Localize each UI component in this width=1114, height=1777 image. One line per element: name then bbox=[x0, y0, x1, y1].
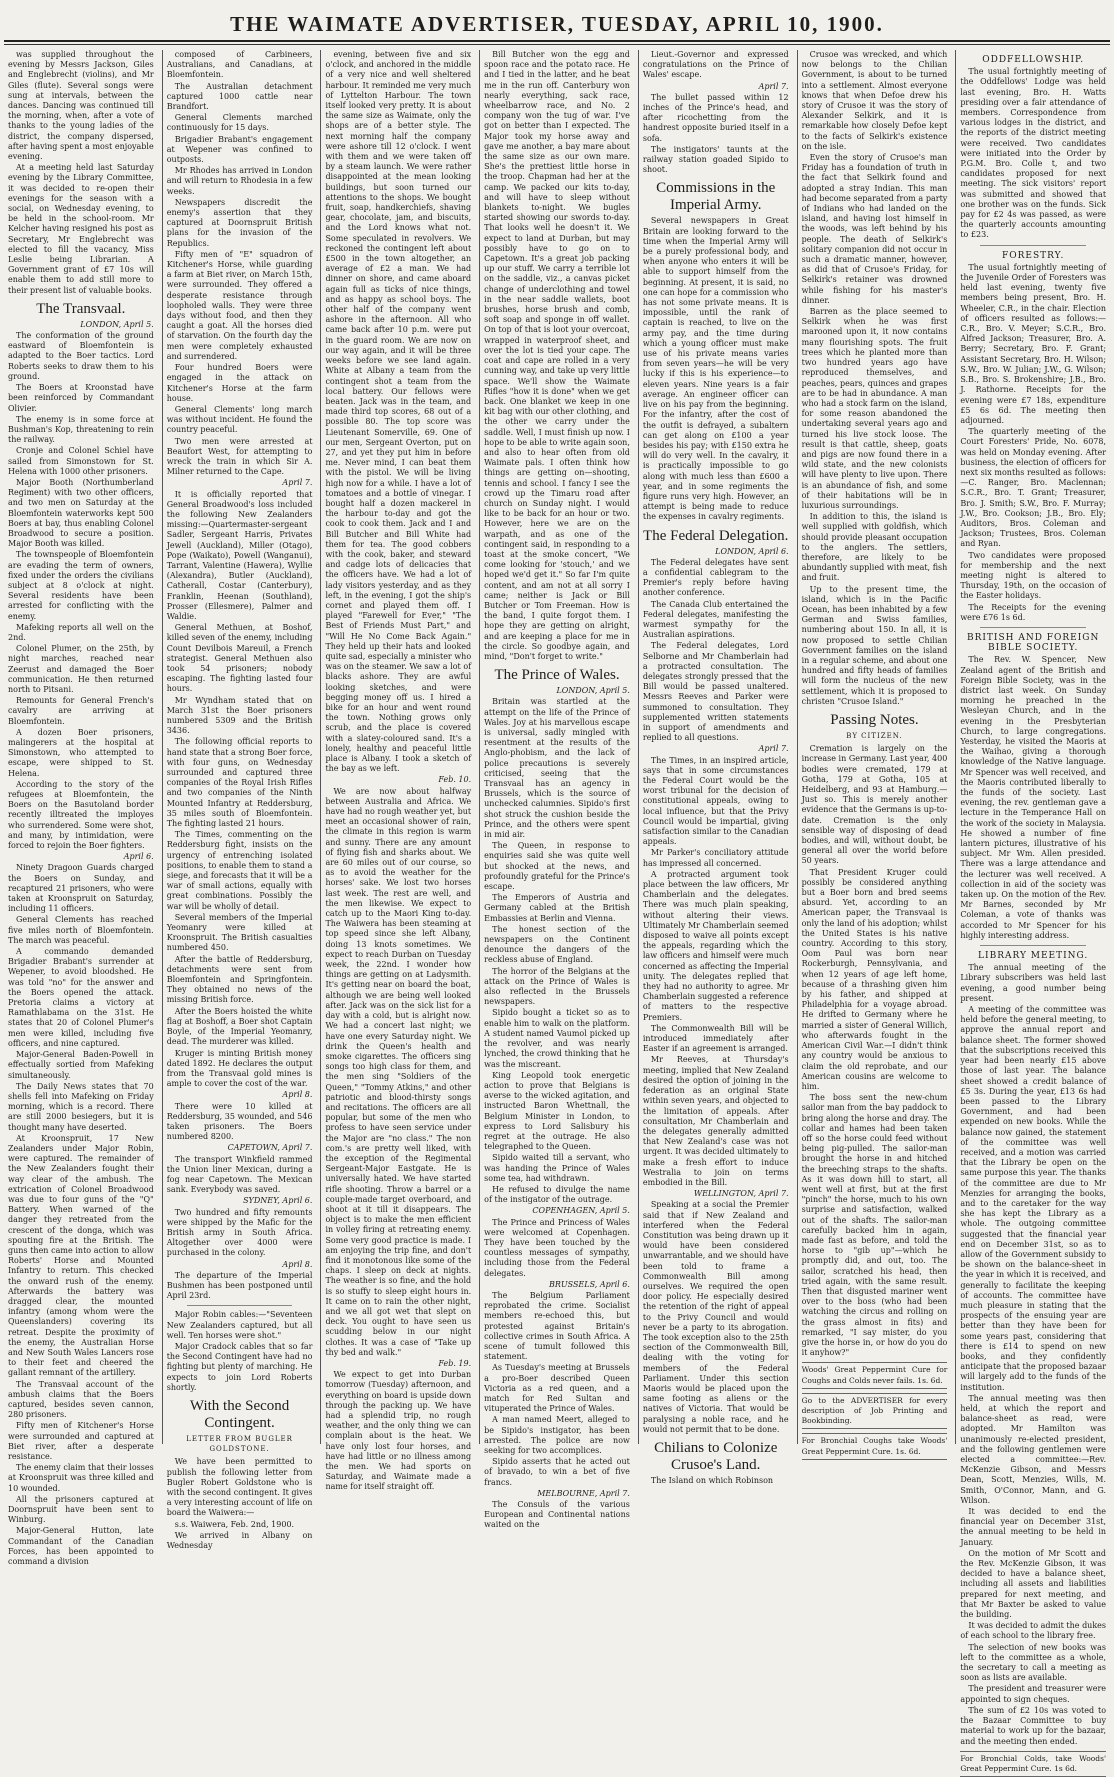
paragraph: Mafeking reports all well on the 2nd. bbox=[8, 622, 154, 642]
paragraph: The quarterly meeting of the Court Foresters' Pride, No. 6078, was held on Monday evening. After business, the election of officers for next six months resulted as follows:—C. Ranger, Bro. Maclennan; S.C.R., Bro. T. Grant; Treasurer, Bro. J. Smith; S.W., Bro. F. Murray; J.W., Bro. Cookson; J.B., Bro. Ely; Auditors, Bros. Coleman and Jackson; Trustees, Bros. Coleman and Ryan. bbox=[960, 427, 1107, 549]
paragraph: The Emperors of Austria and Germany cabled at the British Embassies at Berlin and Vienna. bbox=[484, 893, 630, 923]
paragraph: Mr Wyndham stated that on March 31st the Boer prisoners numbered 5309 and the British 3436. bbox=[166, 695, 313, 736]
advertisement: Woods' Great Peppermint Cure for Coughs and Colds never fails. 1s. 6d. bbox=[802, 1362, 948, 1388]
paragraph: The Transvaal account of the ambush claims that the Boers captured, besides seven cannon, 280 prisoners. bbox=[8, 1379, 154, 1420]
paragraph: The selection of new books was left to the committee as a whole, the secretary to call a meeting as soon as lists are available. bbox=[960, 1642, 1107, 1683]
paragraph: Cronje and Colonel Schiel have sailed from Simonstown for St. Helena with 1000 other prisoners. bbox=[8, 446, 154, 476]
paragraph: The Queen, in response to enquiries said she was quite well but shocked at the news, and profoundly grateful for the Prince's escape. bbox=[484, 841, 630, 892]
paragraph: The enemy claim that their losses at Kroonspruit was three killed and 10 wounded. bbox=[8, 1463, 154, 1493]
paragraph: The departure of the Imperial Bushmen has been postponed until April 23rd. bbox=[166, 1270, 313, 1301]
article-headline: The Prince of Wales. bbox=[494, 667, 620, 684]
advertisement: Go to the ADVERTISER for every description of Job Printing and Bookbinding. bbox=[802, 1393, 948, 1430]
paragraph: General Clements' long march was without incident. He found the country peaceful. bbox=[166, 404, 313, 435]
masthead bbox=[0, 0, 1114, 44]
paragraph: The annual meeting of the Library subscribers was held last evening, a good number being present. bbox=[960, 963, 1107, 1003]
paragraph: Mr Reeves, at Thursday's meeting, implied that New Zealand desired the option of joining in the federation as an original State within seven years, and objected to the limitation of appeals. After consultation, Mr Chamberlain and the delegates generally admitted that New Zealand's case was not urgent. It was decided ultimately to make a fresh effort to induce Westralia to join on terms embodied in the Bill. bbox=[642, 1055, 789, 1187]
paragraph: The Island on which Robinson bbox=[650, 1476, 774, 1485]
column-4 bbox=[479, 50, 634, 1530]
paragraph: Mr Rhodes has arrived in London and will return to Rhodesia in a few weeks. bbox=[166, 166, 313, 196]
section-heading: BRITISH AND FOREIGN BIBLE SOCIETY. bbox=[966, 632, 1100, 654]
paragraph: In addition to this, the island is well supplied with goldfish, which should provide pleasant occupation to the anglers. The settlers, therefore, are likely to be abundantly supplied with meat, fish and fruit. bbox=[801, 512, 948, 583]
byline: BY CITIZEN. bbox=[846, 732, 903, 740]
dateline: April 8. bbox=[282, 1259, 313, 1269]
paragraph: It was decided to end the financial year on December 31st, the annual meeting to be held in January. bbox=[960, 1507, 1107, 1547]
paragraph: Speaking at a social the Premier said that if New Zealand and interfered when the Federal Constitution was being drawn up it would have been considered unwarrantable, and we should have been told to frame a Commonwealth Bill among ourselves. We required the open door policy. He especially desired the retention of the right of appeal to the Privy Council and would never be a party to its abrogation. The took exception also to the 25th section of the Commonwealth Bill, dealing with the voting for members of the Federal Parliament. Under this section Maoris would be placed upon the same footing as aliens or the natives of Victoria. That would be paralysing a noble race, and he would not permit that to be done. bbox=[642, 1200, 789, 1434]
paragraph: Several members of the Imperial Yeomanry were killed at Kroonspruit. The British casualties numbered 450. bbox=[166, 912, 313, 953]
column-2 bbox=[162, 50, 317, 1551]
paragraph: Even the story of Crusoe's man Friday has a foundation of truth in the fact that Selkirk found and adopted a stray Indian. This man had become separated from a party of Indians who had landed on the island, and having lost himself in the woods, was left behind by his people. The death of Selkirk's solitary companion did not occur in such a dramatic manner, however, as did that of Crusoe's Friday, for Selkirk's retainer was drowned while fishing for his master's dinner. bbox=[801, 153, 948, 305]
paragraph: The transport Winkfield rammed the Union liner Mexican, during a fog near Capetown. The Mexican sank. Everybody was saved. bbox=[166, 1154, 313, 1195]
paragraph: We arrived in Albany on Wednesday bbox=[166, 1530, 313, 1551]
separator-rule bbox=[980, 945, 1086, 946]
paragraph: Major Booth (Northumberland Regiment) with two other officers, and two men on Saturday at the Bloemfontein waterworks kept 500 Boers at bay, thus enabling Colonel Broadwood to secure a position. Major Booth was killed. bbox=[8, 477, 154, 549]
paragraph: Fifty men of "E" squadron of Kitchener's Horse, while guarding a farm at Biet river, on March 15th, were surrounded. They offered a desperate resistance through loopholed walls. They were three days without food, and then they caught a goat. All the horses died of starvation. On the fourth day the men were completely exhausted and surrendered. bbox=[166, 249, 313, 361]
paragraph: The Daily News states that 70 shells fell into Mafeking on Friday morning, which is a record. There are still 2000 besiegers, but it is thought many have deserted. bbox=[8, 1081, 154, 1132]
paragraph: It was decided to admit the dukes of each school to the library free. bbox=[960, 1621, 1107, 1641]
dateline: April 8. bbox=[282, 1090, 313, 1100]
paragraph: The townspeople of Bloemfontein are evading the term of owners, fixed under the orders the civilians subject at 8 o'clock at night. Several residents have been arrested for conflicting with the enemy. bbox=[8, 550, 154, 621]
paragraph: Ninety Dragoon Guards charged the Boers on Sunday, and recaptured 21 prisoners, who were taken at Kroonspruit on Saturday, including 11 officers. bbox=[8, 863, 154, 914]
paragraph: The Boers at Kroonstad have been reinforced by Commandant Olivier. bbox=[8, 383, 154, 413]
paragraph: The annual meeting was then held, at which the report and balance-sheet as read, were adopted. Mr Hamilton was unanimously re-elected president, and the following gentlemen were elected a committee:—Rev. McKenzie Gibson, and Messrs Dean, Scott, Menzies, Wills, M. Smith, O'Connor, Mann, and G. Wilson. bbox=[960, 1393, 1107, 1505]
paragraph: After the battle of Reddersburg, detachments were sent from Bloemfontein and Springfontein. They obtained no news of the missing British force. bbox=[166, 954, 313, 1005]
paragraph: According to the story of the refugees at Bloemfontein, the Boers on the Basutoland border recently illtreated the imployes who surrendered. Some were shot, and many, by intimidation, were forced to rejoin the Boer fighters. bbox=[8, 779, 154, 851]
paragraph: The president and treasurer were appointed to sign cheques. bbox=[960, 1684, 1107, 1704]
paragraph: The enemy is in some force at Bushman's Kop, threatening to rein the railway. bbox=[8, 414, 154, 445]
paragraph: It is officially reported that General Broadwood's loss included the following New Zealanders missing:—Quartermaster-sergeant Sadler, Sergeant Harris, Privates Jewell (Auckland), Miller (Otago), Pope (Waikato), Powell (Wanganui), Tarrant, Valentine (Hawera), Wyllie (Alexandra), Butler (Auckland), Catherall, Costar (Canterbury), Franklin, Heenan (Southland), Prosser (Ellesmere), Palmer and Waldie. bbox=[166, 489, 313, 621]
paragraph: Major Robin cables:—"Seventeen New Zealanders captured, but all well. Ten horses were shot." bbox=[166, 1310, 313, 1340]
dateline: MELBOURNE, April 7. bbox=[537, 1488, 630, 1498]
paragraph: The horror of the Belgians at the attack on the Prince of Wales is also reflected in the Brussels newspapers. bbox=[484, 966, 630, 1007]
paragraph: All the prisoners captured at Doornspruit have been sent to Winburg. bbox=[8, 1494, 154, 1525]
paragraph: s.s. Waiwera, Feb. 2nd, 1900. bbox=[174, 1519, 295, 1529]
paragraph: Major-General Hutton, late Commandant of the Canadian Forces, has been appointed to command a division bbox=[8, 1526, 154, 1567]
paragraph: Two hundred and fifty remounts were shipped by the Mafic for the British army in South Africa. Altogether over 4000 were purchased in the colony. bbox=[166, 1207, 313, 1258]
section-heading: ODDFELLOWSHIP. bbox=[982, 55, 1085, 65]
paragraph: Kruger is minting British money dated 1892. He declares the output from the Transvaal gold mines is ample to cover the cost of the war. bbox=[166, 1048, 313, 1089]
paragraph: Major Cradock cables that so far the Second Contingent have had no fighting but plenty of marching. He expects to join Lord Roberts shortly. bbox=[166, 1341, 313, 1392]
paragraph: Britain was startled at the attempt on the life of the Prince of Wales. Joy at his marvellous escape is universal, sadly mingled with resentment at the results of the Anglo-phobism, and the lack of police precautions is severely criticised, seeing that the Transvaal has an agency in Brussels, which is the source of unchecked calumnies. Sipido's first shot struck the cushion beside the Prince, and the others were spent in mid air. bbox=[484, 697, 630, 840]
dateline: CAPETOWN, April 7. bbox=[227, 1143, 313, 1153]
paragraph: Fifty men of Kitchener's Horse were surrounded and captured at Biet river, after a desperate resistance. bbox=[8, 1421, 154, 1462]
column-7 bbox=[955, 50, 1110, 1773]
newspaper-title: THE WAIMATE ADVERTISER, TUESDAY, APRIL 10, 1900. bbox=[230, 12, 884, 36]
paragraph: General Clements has reached five miles north of Bloemfontein. The march was peaceful. bbox=[8, 915, 154, 945]
paragraph: There were 10 killed at Reddersburg, 35 wounded, and 546 taken prisoners. The Boers numbered 8200. bbox=[166, 1101, 313, 1142]
paragraph: Sipido waited till a servant, who was handing the Prince of Wales some tea, had withdrawn. bbox=[484, 1153, 630, 1183]
column-6 bbox=[797, 50, 952, 1456]
dateline: LONDON, April 6. bbox=[715, 546, 789, 556]
paragraph: A commando demanded Brigadier Brabant's surrender at Wepener, to avoid bloodshed. He was told "no" for the answer and the Boers opened the attack. Pretoria claims a victory at Ramathlabama on the 31st. He states that 20 of Colonel Plumer's men were killed, including five officers, and nine captured. bbox=[8, 947, 154, 1048]
paragraph: Colonel Plumer, on the 25th, by night marches, reached near Zeerust and damaged the Boer communication. He then returned north to Pitsani. bbox=[8, 644, 154, 694]
paragraph: Brigadier Brabant's engagement at Wepener was confined to outposts. bbox=[166, 134, 313, 165]
advertisement: For Bronchial Coughs take Woods' Great Peppermint Cure. 1s. 6d. bbox=[802, 1433, 948, 1459]
paragraph: The Canada Club entertained the Federal delegates, manifesting the warmest sympathy for the Australian aspirations. bbox=[642, 599, 789, 640]
paragraph: The Commonwealth Bill will be introduced immediately after Easter if an agreement is arranged. bbox=[642, 1023, 789, 1054]
dateline: COPENHAGEN, April 5. bbox=[532, 1206, 630, 1216]
section-heading: LIBRARY MEETING. bbox=[978, 951, 1089, 962]
paragraph: We are now about halfway between Australia and Africa. We have had no rough weather yet, but meet an occasional shower of rain, the climate in this region is warm and sunny. There are any amount of flying fish and sharks about. We are 60 miles out of our course, so as to avoid the weather for the horses' sake. We lost two horses last week. The rest are well, and the men likewise. We expect to catch up to the Maori King to-day. The Waiwera has been steaming at top speed since she left Albany, doing 13 knots sometimes. We expect to reach Durban on Tuesday week, the 22nd. I wonder how things are getting on at Ladysmith. It's getting near on board the boat, although we are being well looked after. Jack was on the sick list for a day with a cold, but is alright now. We had a concert last night; we have one every Saturday night. We drink the Queen's health and smoke cigarettes. The officers sing songs too high class for them, and the men sing "Soldiers of the Queen," "Tommy Atkins," and other patriotic and blood-thirsty songs and recitations. The officers are all popular, but some of the men who profess to have seen service under the Major are "no class." The non com.'s are pretty well liked, with the exception of the Regimental Sergeant-Major Eastgate. He is universally hated. We have started rifle shooting. Throw a barrel or a couple-made target overboard, and shoot at it till it disappears. The object is to make the men efficient in volley firing at retreating enemy. Some very good practice is made. I am enjoying the trip fine, and don't find it monotonous like some of the chaps. I sleep on deck at nights. The weather is so fine, and the hold is so stuffy to sleep eight hours in. It came on to rain the other night, and we all got wet that slept on deck. You ought to have seen us scudding below in our night clothes. It was a case of "Take up thy bed and walk." bbox=[325, 786, 472, 1357]
paragraph: As Tuesday's meeting at Brussels a pro-Boer described Queen Victoria as a red queen, and a match for Red Sultan and vituperated the Prince of Wales. bbox=[484, 1363, 630, 1414]
masthead-rule-thin bbox=[4, 44, 1110, 45]
paragraph: Barren as the place seemed to Selkirk when he was first marooned upon it, it now contains many flourishing spots. The fruit trees which he planted more than two hundred years ago have reproduced themselves, and peaches, pears, quinces and grapes are to be had in abundance. A man who had a stock farm on the island, for some reason abandoned the undertaking several years ago and turned his live stock loose. The result is that cattle, sheep, goats and pigs are now found there in a wild state, and the new colonists will have plenty to live upon. There is an abundance of fish, and some of their habitations will be in luxurious surroundings. bbox=[801, 307, 948, 510]
paragraph: The Consuls of the various European and Continental nations waited on the bbox=[484, 1500, 630, 1530]
separator-rule bbox=[187, 1305, 293, 1306]
separator-rule bbox=[980, 627, 1086, 628]
paragraph: Four hundred Boers were engaged in the attack on Kitchener's Horse at the farm house. bbox=[166, 363, 313, 403]
paragraph: A protracted argument took place between the law officers, Mr Chamberlain and the delegates. There was much plain speaking, without altering their views. Ultimately Mr Chamberlain seemed disposed to waive all points except the appeals, regarding which the law officers and himself were much concerned as affecting the Imperial unity. The delegates replied that they had no authority to agree. Mr Chamberlain suggested a reference of matters to the respective Premiers. bbox=[642, 869, 789, 1022]
paragraph: The Prince and Princess of Wales were welcomed at Copenhagen. They have been touched by the countless messages of sympathy, including those from the Federal delegates. bbox=[484, 1217, 630, 1278]
dateline: LONDON, April 5. bbox=[556, 686, 630, 696]
paragraph: The conformation of the ground eastward of Bloemfontein is adapted to the Boer tactics. Lord Roberts seeks to draw them to his ground. bbox=[8, 331, 154, 381]
paragraph: The Federal delegates have sent a confidential cablegram to the Premier's reply before having another conference. bbox=[642, 557, 789, 598]
dateline: April 7. bbox=[758, 81, 789, 91]
dateline: LONDON, April 5. bbox=[80, 319, 154, 329]
article-headline: The Federal Delegation. bbox=[643, 527, 789, 544]
paragraph: General Methuen, at Boshof, killed seven of the enemy, including Count Devilbois Mareuil, a French strategist. General Methuen also took 54 prisoners; nobody escaping. The fighting lasted four hours. bbox=[166, 623, 313, 694]
paragraph: A dozen Boer prisoners, malingerers at the hospital at Simonstown, who attempted to escape, were shipped to St. Helena. bbox=[8, 727, 154, 778]
dateline: Feb. 19. bbox=[438, 1359, 472, 1368]
paragraph: Bill Butcher won the egg and spoon race and the potato race. He and I tied in the latter, and he beat me in the run off. Canterbury won nearly everything, sack race, wheelbarrow race, and No. 2 company won the tug of war. I've got on better than I expected. The Major took my horse away and gave me another, a bay mare about the same size as our own mare. She's the prettiest little horse in the troop. Chapman had her at the camp. We packed our kits to-day, and will have to sleep without blankets to-night. We bugles started showing our swords to-day. That looks well he doesn't it. We expect to land at Durban, but may possibly have to go on to Capetown. It's a great job packing up our stuff. We carry a terrible lot on the saddle, viz., a canvas picket change of underclothing and towel in the near saddle wallets, boot brushes, horse brush and comb, soft soap and sponge in off wallet. On top of that is loot your overcoat, wrapped in waterproof sheet, and over the lot is tied your cape. The coat and cape are rolled in a very cunning way, and take up very little space. We'll show the Waimate Rifles "how it is done" when we get back. One blanket we keep in one kit bag with our other clothing, and the other we carry under the saddle. Well, I must finish up now. I hope to be able to write again soon, and also to hear often from old Waimate pals. I often think how things are getting on—shooting, tennis and school. I fancy I see the crowd up the Timaru road after church on Sunday night. I would like to be back for an hour or two. However, here we are on the warpath, and as one of the contingent said, in responding to a toast at the smoke concert, "We come looking for 'stouch,' and we hoped we'd get it." So far I'm quite content, and am not at all sorry I came; neither is Jack or Bill Butcher or Tom Freeman. How is the band, I quite forgot them. I hope they are getting on alright, and are keeping a place for me in the circle. So goodbye again, and mind, "Don't forget to write." bbox=[484, 50, 630, 661]
paragraph: Crusoe was wrecked, and which now belongs to the Chilian Government, is about to be turned into a settlement. Almost everyone knows that when Defoe drew his story of Crusoe it was the story of Alexander Selkirk, and it is remarkable how closely Defoe kept to the facts of Selkirk's existence on the isle. bbox=[801, 50, 948, 151]
column-1 bbox=[4, 50, 158, 1567]
article-headline: Chilians to Colonize Crusoe's Land. bbox=[654, 1440, 778, 1473]
paragraph: Several newspapers in Great Britain are looking forward to the time when the Imperial Army will be a purely professional body, and when anyone who enters it will be able to support himself from the beginning. At present, it is said, no one can hope for a commission who has not some private means. It is impossible, until the rank of captain is reached, to live on the army pay, and the time during which a young officer must make use of his private means varies from seven years—he will be very lucky if this is his experience—to eleven years. Nine years is a fair average. An engineer officer can live on his pay from the beginning. For the infantry, after the cost of the outfit is defrayed, a subaltern can get along on £100 a year besides his pay; with £150 extra he will do very well. In the cavalry, it is practically impossible to go along with much less than £600 a year, and in some regiments the figure runs very high. However, an attempt is being made to reduce the expenses in cavalry regiments. bbox=[642, 216, 789, 522]
section-heading: FORESTRY. bbox=[1002, 250, 1065, 261]
paragraph: That President Kruger could possibly be considered anything but a Boer born and bred seems absurd. Yet, according to an American paper, the Transvaal is only the land of his adoption; whilst the United States is his native country. According to this story, Oom Paul was born near Rockerburgh, Pennsylvania, and when 12 years of age left home, because of a thrashing given him by his father, and shipped at Philadelphia for a voyage abroad. He drifted to Germany where he married a sister of General Willich, who afterwards fought in the American Civil War.—I didn't think any country would be anxious to claim the old reprobate, and our American cousins are welcome to him. bbox=[801, 867, 948, 1091]
paragraph: We have been permitted to publish the following letter from Bugler Robert Goldstone who is with the second contingent. It gives a very interesting account of life on board the Waiwera:— bbox=[166, 1457, 313, 1518]
paragraph: The usual fortnightly meeting of the Oddfellows' Lodge was held last evening, Bro. H. Watts presiding over a fair attendance of members. Correspondence from various lodges in the district, and the reports of the district meeting were received. Two candidates were initiated into the Order by P.G.M. Bro. Colle t, and two candidates proposed for next meeting. The sick visitors' report was submitted and showed that one brother was on the funds. Sick pay for £2 4s was passed, as were the quarterly accounts amounting to £23. bbox=[960, 67, 1107, 240]
paragraph: After the Boers hoisted the white flag at Boshoff, a Boer shot Captain Boyle, of the Imperial Yeomanry, dead. The murderer was killed. bbox=[166, 1006, 313, 1047]
paragraph: General Clements marched continuously for 15 days. bbox=[166, 113, 313, 133]
paragraph: The Australian detachment captured 1000 cattle near Brandfort. bbox=[166, 81, 313, 112]
paragraph: We expect to get into Durban tomorrow (Tuesday) afternoon, and everything on board is upside down through the packing up. We have had a splendid trip, no rough weather, and the only thing we can complain about is the heat. We have only lost four horses, and have had little or no illness among the men. We had sports on Saturday, and Waimate made a name for itself straight off. bbox=[325, 1370, 472, 1492]
paragraph: At a meeting held last Saturday evening by the Library Committee, it was decided to re-open their evenings for the season with a social, on Wednesday evening, to be held in the school-room. Mr Kelcher having resigned his post as Secretary, Mr Englebrecht was elected to fill the vacancy, Miss Leslie being Librarian. A Government grant of £7 10s will enable them to add still more to their present list of valuable books. bbox=[8, 163, 154, 295]
paragraph: The honest section of the newspapers on the Continent denounce the dangers of the reckless abuse of England. bbox=[484, 924, 630, 965]
paragraph: Major-General Baden-Powell in effectually sortied from Mafeking simultaneously. bbox=[8, 1050, 154, 1080]
article-headline: Passing Notes. bbox=[830, 712, 919, 728]
paragraph: A man named Meert, alleged to be Sipido's instigator, has been arrested. The police are now seeking for two accomplices. bbox=[484, 1415, 630, 1456]
paragraph: The usual fortnightly meeting of the Juvenile Order of Foresters was held last evening, twenty five members being present, Bro. H. Wheeler, C.R., in the chair. Election of officers resulted as follows:—C.R., Bro. V. Meyer; S.C.R., Bro. Alfred Jackson; Treasurer, Bro. A. Berry; Secretary, Bro. F. Grant; Assistant Secretary, Bro. H. Wilson; S.W., Bro. W. Julian; J.W., G. Wilson; S.B., Bro. S. Brokenshire; J.B., Bro. J. Rathorne. Receipts for the evening were £7 18s, expenditure £5 6s 6d. The meeting then adjourned. bbox=[960, 262, 1107, 425]
paragraph: Two candidates were proposed for membership and the next meeting night is altered to Thursday, 19th, on the occasion of the Easter holidays. bbox=[960, 550, 1107, 601]
dateline: April 7. bbox=[282, 478, 313, 488]
paragraph: Sipido asserts that he acted out of bravado, to win a bet of five francs. bbox=[484, 1457, 630, 1487]
paragraph: At Kroonspruit, 17 New Zealanders under Major Robin, were captured. The remainder of the New Zealanders fought their way clear of the ambush. The extrication of Colonel Broadwood was due to four guns of the "Q" Battery. When warned of the danger they retreated from the crescent of the donga, which was spouting fire at the British. The guns then came into action to allow Roberts' Horse and Mounted Infantry to return. This checked the onward rush of the enemy. Afterwards the battery was dragged clear, the mounted infantry (among whom were the Queenslanders) covering its retreat. Despite the proximity of the enemy, the Australian Horse and New South Wales Lancers rose to their feet and cheered the gallant remnant of the artillery. bbox=[8, 1133, 154, 1378]
paragraph: He refused to divulge the name of the instigator of the outrage. bbox=[484, 1184, 630, 1205]
paragraph: The sum of £2 10s was voted to the Bazaar Committee to buy material to work up for the bazaar, and the meeting then ended. bbox=[960, 1705, 1107, 1746]
paragraph: Two men were arrested at Beaufort West, for attempting to wreck the train in which Sir A. Milner returned to the Cape. bbox=[166, 436, 313, 477]
paragraph: King Leopold took energetic action to prove that Belgians is averse to the wicked agitation, and instructed Baron Whettnall, the Belgium Minister in London, to express to Lord Salisbury his regret at the outrage. He also telegraphed to the Queen. bbox=[484, 1070, 630, 1152]
dateline: SYDNEY, April 6. bbox=[243, 1196, 313, 1206]
paragraph: A meeting of the committee was held before the general meeting, to approve the annual report and balance sheet. The former showed that the subscriptions received this year had been nearly £15 above those of last year. The balance sheet showed a credit balance of £5 3s. During the year, £13 6s had been passed to the Library Government, and had been expended on new books. While the balance now gained, the statement of the committee was well received, and a motion was carried that the Library be open on the same purpose this year. The thanks of the committee are due to Mr Menzies for arranging the books, and to the caretaker for the way she has kept the Library as a whole. The outgoing committee suggested that the financial year end on December 31st, so as to allow of the Government subsidy to be shown on the balance-sheet in the year in which it is received, and generally to facilitate the keeping of accounts. The committee have much pleasure in stating that the prospects of the ensuing year are better than they have been for some years past, considering that there is £14 to spend on new books, and they confidently anticipate that the proposed bazaar will largely add to the funds of the institution. bbox=[960, 1005, 1107, 1392]
dateline: WELLINGTON, April 7. bbox=[693, 1189, 789, 1199]
paragraph: Up to the present time, the island, which is in the Pacific Ocean, has been inhabited by a few German and Swiss families, numbering about 150. In all, it is now proposed to settle Chilian Government families on the island in a regular scheme, and about one hundred and fifty heads of families will form the nucleus of the new settlement, which it is proposed to christen "Crusoe Island." bbox=[801, 584, 948, 706]
separator-rule bbox=[980, 245, 1086, 246]
paragraph: Newspapers discredit the enemy's assertion that they captured at Doornspruit British plans for the invasion of the Republics. bbox=[166, 197, 313, 248]
paragraph: The bullet passed within 12 inches of the Prince's head, and after ricochetting from the handrest opposite buried itself in a sofa. bbox=[642, 92, 789, 143]
paragraph: Cremation is largely on the increase in Germany. Last year, 400 bodies were cremated, 179 at Gotha, 179 at Gotha, 105 at Heidelberg, and 93 at Hamburg.—Just so. This is merely another evidence that the Germans is up-to-date. Cremation is the only sensible way of disposing of dead bodies, and will, without doubt, be general all over the world before 50 years. bbox=[801, 744, 948, 866]
masthead-rule bbox=[4, 40, 1110, 42]
paragraph: Remounts for General French's cavalry are arriving at Bloemfontein. bbox=[8, 696, 154, 726]
article-headline: The Transvaal. bbox=[36, 300, 126, 317]
paragraph: evening, between five and six o'clock, and anchored in the middle of a very nice and well sheltered harbour. It reminded me very much of Lyttelton Harbour. The town itself looked very pretty. It is about the same size as Waimate, only the shops are of a better style. The next morning half the company were ashore till 12 o'clock. I went with them and we were taken off by a steam launch. We were rather disappointed at the mean looking buildings, but soon turned our attentions to the shops. We bought fruit, soap, handkerchiefs, shaving gear, chocolate, jam, and biscuits, and the Lord knows what not. Some speculated in revolvers. We reckoned the contingent left about £500 in the town altogether, an average of £2 a man. We had dinner on shore, and came aboard again full as ticks of nice things, and as happy as school boys. The other half of the company went ashore in the afternoon. All who came back after 10 p.m. were put in the guard room. We are now on our way again, and it will be three weeks before we see land again. White at Albany a team from the contingent shot a team from the local battery. Our fellows were beaten. Jack was in the team, and made third top scores, 68 out of a possible 80. The top score was Lieutenant Somerville, 69. One of our men, Sergeant Overton, put on 27, and yet they put him in before me. Never mind, I can beat them with the pistol. We will be living high now for a while. I have a lot of tomatoes and a bottle of vinegar. I bought half a dozen mackerel in the harbour to-day and got the cook to cook them. Jack and I and Bill Butcher and Bill White had them for tea. The good cobbers with the cook, baker, and steward and cadge lots of delicacies that the officers have. We had a lot of lady visitors yesterday, and as they left, in the evening, I got the ship's cornet and played them off. I played "Farewell for Ever," "The Best of Friends Must Part," and "Will He No Come Back Again." They held up their hats and looked quite sad, especially a minister who was on the steamer. We saw a lot of blacks ashore. They are awful looking sketches, and were begging money off us. I hired a bike for an hour and went round the town. Nothing grows only scrub, and the place is covered with a slatey-coloured sand. It's a lonely, healthy and peaceful little place is Albany. I took a sketch of the bay as we left. bbox=[325, 50, 472, 774]
paragraph: Sipido bought a ticket so as to enable him to walk on the platform. A student named Vaumol picked up the revolver, and was nearly lynched, the crowd thinking that he was the miscreant. bbox=[484, 1008, 630, 1069]
byline: LETTER FROM BUGLER GOLDSTONE. bbox=[186, 1435, 293, 1454]
paragraph: The following official reports to hand state that a strong Boer force, with four guns, on Wednesday surrounded and captured three companies of the Royal Irish Rifles and two companies of the Ninth Mounted Infantry at Reddersburg, 35 miles south of Bloemfontein. The fighting lasted 21 hours. bbox=[166, 737, 313, 829]
paragraph: Lieut.-Governor and expressed congratulations on the Prince of Wales' escape. bbox=[642, 50, 789, 80]
paragraph: The Receipts for the evening were £76 1s 6d. bbox=[960, 602, 1107, 622]
paragraph: The Federal delegates, Lord Selborne and Mr Chamberlain had a protracted consultation. The delegates strongly pressed that the Bill would be passed unaltered. Messrs Reeves and Parker were summoned to consultation. They supplemented written statements in support of amendments and replied to all questions. bbox=[642, 641, 789, 743]
paragraph: The boss sent the new-chum sailor man from the bay paddock to bring along the horse and dray. The collar and hames had been taken off so the horse could feed without being pig-pulled. The sailor-man brought the horse in and hitched the breeching straps to the shafts. As it was down hill to start, all went well at first, but at the first "pinch" the horse, much to his own surprise and satisfaction, walked out of the shafts. The sailor-man carefully backed him in again, made fast as before, and told the horse to "gib up"—which he promptly did, and out, too. The sailor, scratched his head, then tried again, with the same result. Then that disgusted mariner went over to the boss (who had been watching the circus and rolling on the grass almost in fits) and remarked, "I say mister, do you give the horse in, or how do you do it anyhow?" bbox=[801, 1093, 948, 1358]
paragraph: The Rev. W. Spencer, New Zealand agent of the British and Foreign Bible Society, was in the district last week. On Sunday morning he preached in the Wesleyan Church, and in the evening in the Presbyterian Church, to large congregations. Yesterday, he visited the Maoris at the Waihao, giving a thorough knowledge of the Native language. Mr Spencer was well received, and the Maoris contributed liberally to the funds of the society. Last evening, the rev. gentleman gave a lecture in the Temperance Hall on the work of the society in Malaysia. He showed a number of fine lantern pictures, illustrative of his subject. Mr Wm. Allen presided. There was a large attendance and the lecturer was well received. A collection in aid of the society was taken up. On the motion of the Rev. Mr Barnes, seconded by Mr Coleman, a vote of thanks was accorded to Mr Spencer for his highly interesting address. bbox=[960, 655, 1107, 940]
dateline: April 7. bbox=[758, 744, 789, 754]
paragraph: The instigators' taunts at the railway station goaded Sipido to shoot. bbox=[642, 144, 789, 175]
dateline: BRUSSELS, April 6. bbox=[548, 1279, 630, 1289]
article-headline: With the Second Contingent. bbox=[189, 1398, 290, 1431]
paragraph: Mr Parker's conciliatory attitude has impressed all concerned. bbox=[642, 848, 789, 868]
dateline: Feb. 10. bbox=[438, 775, 472, 785]
newspaper-columns bbox=[4, 50, 1110, 1773]
article-headline: Commissions in the Imperial Army. bbox=[656, 180, 776, 214]
column-3 bbox=[320, 50, 475, 1492]
paragraph: The Times, commenting on the Reddersburg fight, insists on the urgency of entrenching isolated positions, to enable them to stand a siege, and forecasts that it will be a war of small actions, equally with great combinations. Possibly the war will be wholly of detail. bbox=[166, 830, 313, 911]
paragraph: composed of Carbineers, Australians, and Canadians, at Bloemfontein. bbox=[166, 50, 313, 80]
paragraph: On the motion of Mr Scott and the Rev. McKenzie Gibson, it was decided to have a balance sheet, including all assets and liabilities prepared for next meeting, and that Mr Baxter be asked to value the building. bbox=[960, 1548, 1107, 1620]
column-5 bbox=[638, 50, 793, 1485]
paragraph: The Times, in an inspired article, says that in some circumstances the Federal Court would be the worst tribunal for the decision of constitutional appeals, owing to local influence, but that the Privy Council would be impartial, giving satisfaction similar to the Canadian appeals. bbox=[642, 755, 789, 847]
paragraph: was supplied throughout the evening by Messrs Jackson, Giles and Englebrecht (violins), and Mr Giles (flute). Several songs were sung at intervals, between the dances. Dancing was continued till the morning, when, after a vote of thanks to the young ladies of the district, the company dispersed, after having spent a most enjoyable evening. bbox=[8, 50, 154, 162]
advertisement: For Bronchial Colds, take Woods' Great Peppermint Cure. 1s 6d. bbox=[960, 1751, 1106, 1777]
dateline: April 6. bbox=[123, 852, 154, 862]
paragraph: The Belgium Parliament reprobated the crime. Socialist members re-echoed this, but protested against Britain's collective crimes in South Africa. A scene of tumult followed this statement. bbox=[484, 1290, 630, 1362]
